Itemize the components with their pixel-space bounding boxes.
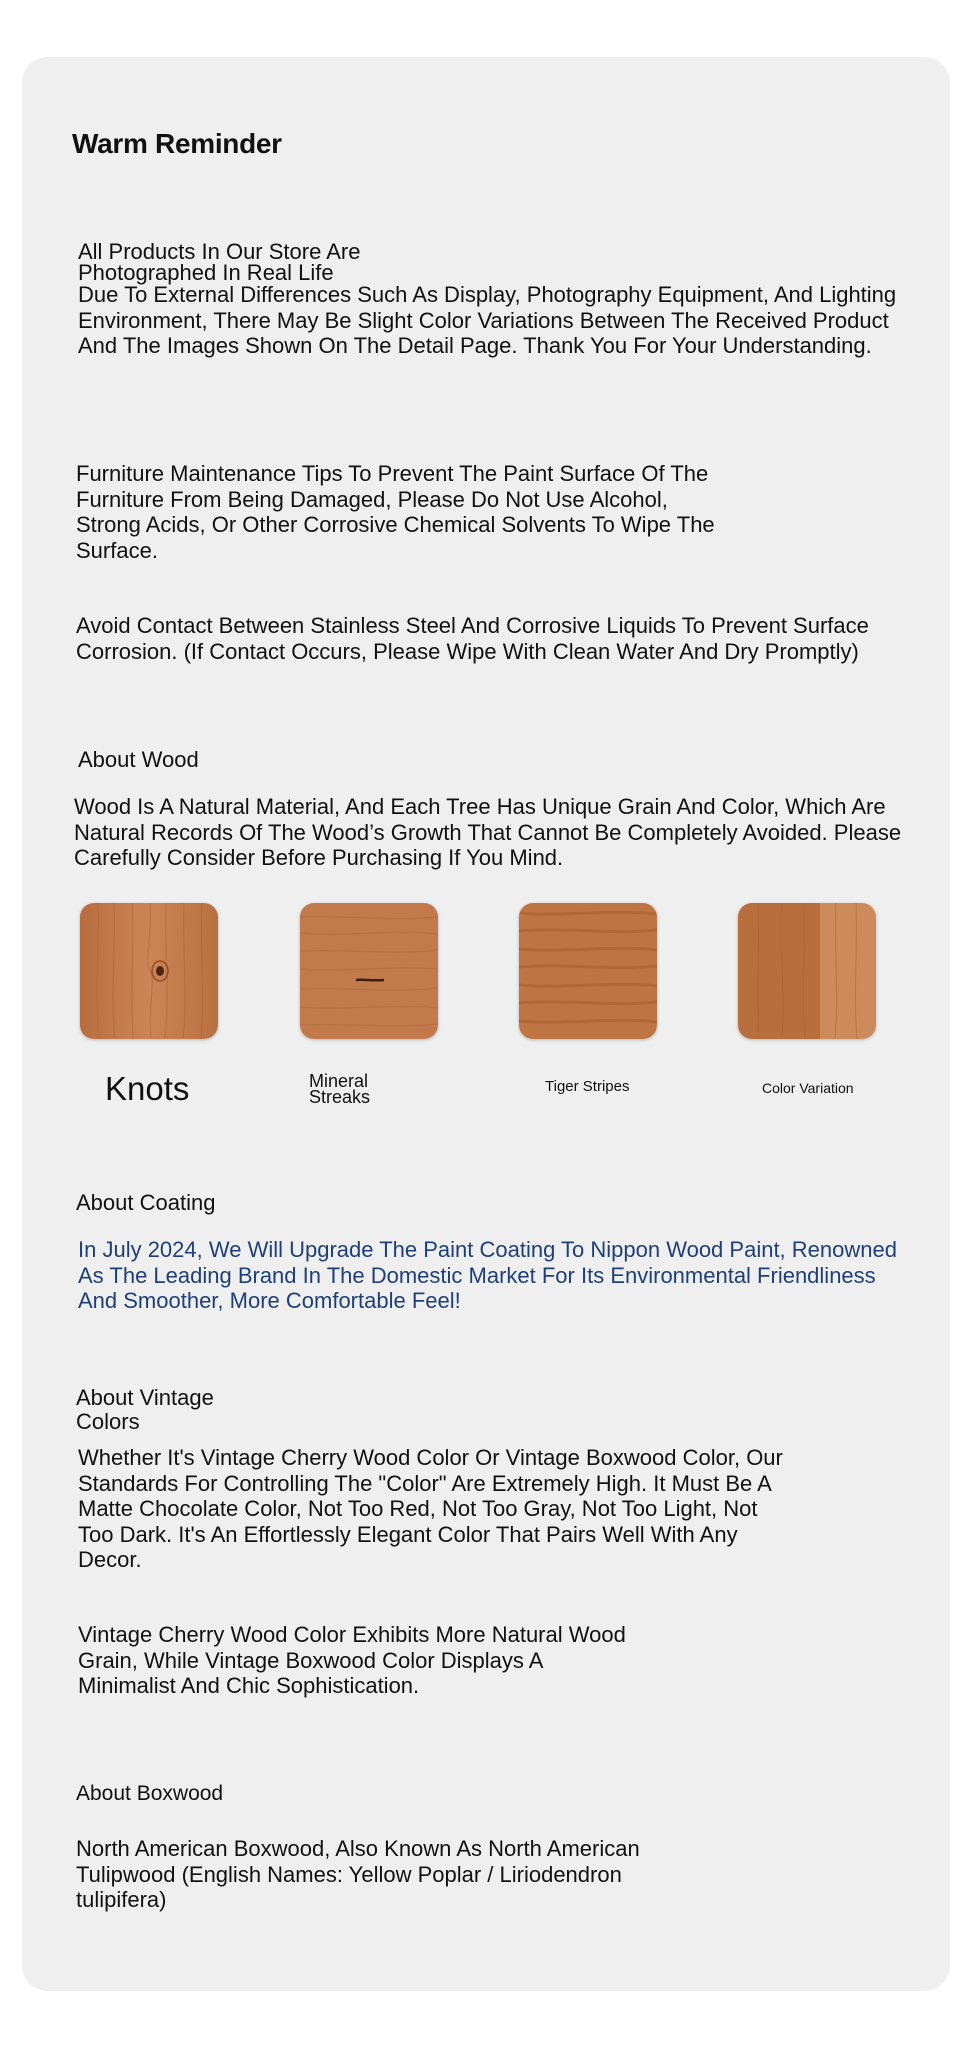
wood-mineral-streak-swatch [300,903,438,1039]
maintenance-tip: Furniture Maintenance Tips To Prevent The Paint Surface Of The Furniture From Being Damaged, Please Do Not Use Alcohol, Strong Acids, Or Other Corrosive Chemical Solvents To Wipe The Surface. [76,461,715,563]
wood-color-variation-swatch [738,903,876,1039]
about-boxwood-text: North American Boxwood, Also Known As North American Tulipwood (English Names: Yellow Poplar / Liriodendron tulipifera) [76,1836,640,1912]
about-boxwood-heading: About Boxwood [76,1782,224,1805]
wood-knot-swatch [80,903,218,1039]
about-wood-text: Wood Is A Natural Material, And Each Tree Has Unique Grain And Color, Which Are Natural Records Of The Wood’s Growth That Cannot Be Completely Avoided. Please Carefully Consider Before Purchasing If You Mind. [74,794,902,870]
color-variation-note: Due To External Differences Such As Display, Photography Equipment, And Lighting Environment, There May Be Slight Color Variations Between The Received Product And The Images Shown On The Detail Page. Thank You For Your Understanding. [78,282,897,358]
about-coating-heading: About Coating [76,1190,216,1215]
about-wood-heading: About Wood [78,747,199,772]
about-coating-text: In July 2024, We Will Upgrade The Paint Coating To Nippon Wood Paint, Renowned As The Leading Brand In The Domestic Market For Its Environmental Friendliness And Smoother, More Comfortable Feel! [78,1237,897,1313]
vintage-colors-text: Whether It's Vintage Cherry Wood Color Or Vintage Boxwood Color, Our Standards For Controlling The "Color" Are Extremely High. It Must Be A Matte Chocolate Color, Not Too Red, Not Too Gray, Not Too Light, Not Too Dark. It's An Effortlessly Elegant Color That Pairs Well With Any Decor. [78,1445,783,1572]
stainless-steel-tip: Avoid Contact Between Stainless Steel And Corrosive Liquids To Prevent Surface Corrosion. (If Contact Occurs, Please Wipe With Clean Water And Dry Promptly) [76,613,869,664]
swatch-label-knots: Knots [105,1070,190,1107]
swatch-label-color-variation: Color Variation [762,1080,854,1096]
vintage-colors-comparison: Vintage Cherry Wood Color Exhibits More Natural Wood Grain, While Vintage Boxwood Color Displays A Minimalist And Chic Sophistication. [78,1622,626,1698]
swatch-label-tiger-stripes: Tiger Stripes [545,1078,630,1095]
about-vintage-colors-heading: About Vintage Colors [76,1385,214,1434]
real-photo-statement: All Products In Our Store Are Photographed In Real Life [78,239,361,285]
warm-reminder-title: Warm Reminder [72,128,282,159]
swatch-label-mineral-streaks: Mineral Streaks [309,1071,371,1107]
wood-tiger-stripe-swatch [519,903,657,1039]
